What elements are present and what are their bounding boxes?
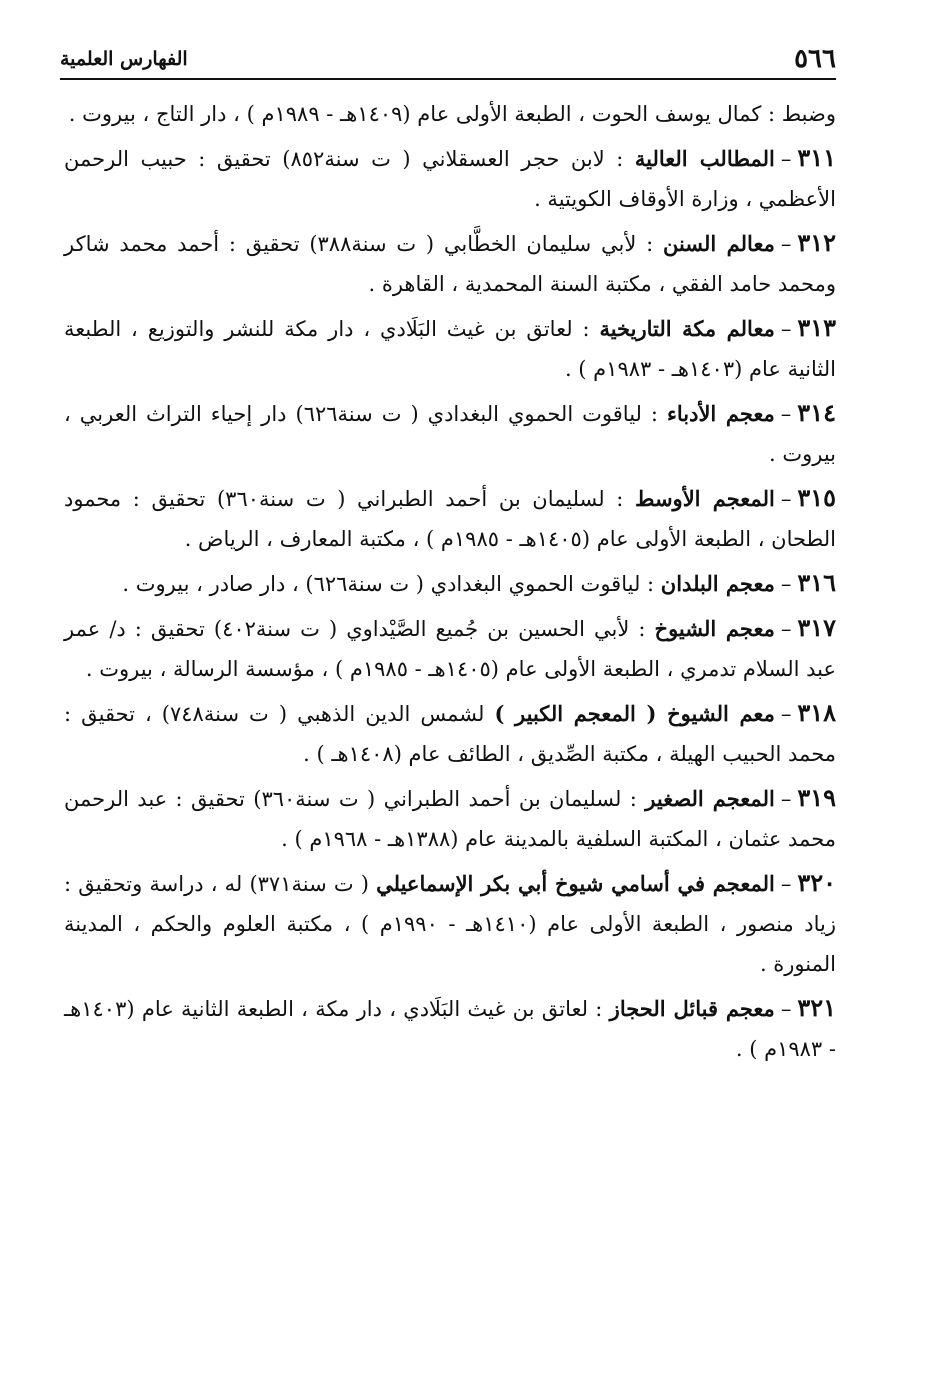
entry-number: ٣١٢ <box>797 228 836 257</box>
entry-315: ٣١٥–المعجم الأوسط : لسليمان بن أحمد الطبراني ( ت سنة٣٦٠) تحقيق : محمود الطحان ، الطبعة الأولى عام (١٤٠٥هـ - ١٩٨٥م ) ، مكتبة المعارف ، الرياض . <box>64 483 836 551</box>
entry-title: المعجم الأوسط <box>635 486 775 511</box>
entry-title: المعجم في أسامي شيوخ أبي بكر الإسماعيلي <box>376 871 775 896</box>
entry-316: ٣١٦–معجم البلدان : لياقوت الحموي البغدادي ( ت سنة٦٢٦) ، دار صادر ، بيروت . <box>122 568 836 597</box>
entry-title: المعجم الصغير <box>645 786 775 811</box>
entry-text: : لعاتق بن غيث البَلَادي ، دار مكة ، الطبعة الثانية عام (١٤٠٣هـ - ١٩٨٣م ) . <box>64 997 836 1061</box>
entry-313: ٣١٣–معالم مكة التاريخية : لعاتق بن غيث البَلَادي ، دار مكة للنشر والتوزيع ، الطبعة الثانية عام (١٤٠٣هـ - ١٩٨٣م ) . <box>64 313 837 381</box>
page-number: ٥٦٦ <box>794 44 836 74</box>
entry-title: معجم البلدان <box>660 571 775 596</box>
entry-text: : لياقوت الحموي البغدادي ( ت سنة٦٢٦) ، دار صادر ، بيروت . <box>122 572 655 596</box>
entry-320: ٣٢٠–المعجم في أسامي شيوخ أبي بكر الإسماعيلي ( ت سنة٣٧١) له ، دراسة وتحقيق : زياد منصور ، الطبعة الأولى عام (١٤١٠هـ - ١٩٩٠م ) ، مكتبة العلوم والحكم ، المدينة المنورة . <box>64 868 837 976</box>
bibliography-list <box>64 94 836 1073</box>
entry-title: معالم مكة التاريخية <box>599 316 775 341</box>
entry-number: ٣٢٠ <box>797 868 836 897</box>
entry-319: ٣١٩–المعجم الصغير : لسليمان بن أحمد الطبراني ( ت سنة٣٦٠) تحقيق : عبد الرحمن محمد عثمان ، المكتبة السلفية بالمدينة عام (١٣٨٨هـ - ١٩٦٨م ) . <box>64 783 836 851</box>
entry-text: : لابن حجر العسقلاني ( ت سنة٨٥٢) تحقيق : حبيب الرحمن الأعظمي ، وزارة الأوقاف الكويتية . <box>64 147 836 211</box>
entry-318: ٣١٨–معم الشيوخ ( المعجم الكبير ) لشمس الدين الذهبي ( ت سنة٧٤٨) ، تحقيق : محمد الحبيب الهيلة ، مكتبة الصِّديق ، الطائف عام (١٤٠٨هـ ) . <box>64 698 836 766</box>
entry-number: ٣١٦ <box>797 568 836 597</box>
entry-title: معجم الشيوخ <box>654 616 775 641</box>
entry-text: : لأبي الحسين بن جُميع الصَّيْداوي ( ت سنة٤٠٢) تحقيق : د/ عمر عبد السلام تدمري ، الطبعة الأولى عام (١٤٠٥هـ - ١٩٨٥م ) ، مؤسسة الرسالة ، بيروت . <box>64 617 836 681</box>
entry-text: : لعاتق بن غيث البَلَادي ، دار مكة للنشر والتوزيع ، الطبعة الثانية عام (١٤٠٣هـ - ١٩٨٣م ) . <box>64 317 836 381</box>
entry-text: : لسليمان بن أحمد الطبراني ( ت سنة٣٦٠) تحقيق : محمود الطحان ، الطبعة الأولى عام (١٤٠٥هـ - ١٩٨٥م ) ، مكتبة المعارف ، الرياض . <box>64 487 836 551</box>
entry-text: : لياقوت الحموي البغدادي ( ت سنة٦٢٦) دار إحياء التراث العربي ، بيروت . <box>64 402 836 466</box>
entry-321: ٣٢١–معجم قبائل الحجاز : لعاتق بن غيث البَلَادي ، دار مكة ، الطبعة الثانية عام (١٤٠٣هـ - ١٩٨٣م ) . <box>64 993 836 1061</box>
entry-number: ٣١٨ <box>797 698 836 727</box>
entry-title: معجم الأدباء <box>666 401 775 426</box>
entry-title: معجم قبائل الحجاز <box>609 996 775 1021</box>
entry-text: : لسليمان بن أحمد الطبراني ( ت سنة٣٦٠) تحقيق : عبد الرحمن محمد عثمان ، المكتبة السلفية بالمدينة عام (١٣٨٨هـ - ١٩٦٨م ) . <box>64 787 836 851</box>
entry-number: ٣١٣ <box>797 313 837 342</box>
entry-number: ٣١١ <box>797 143 836 172</box>
entry-title: المطالب العالية <box>634 146 775 171</box>
entry-number: ٣١٥ <box>797 483 836 512</box>
entry-number: ٣١٩ <box>797 783 836 812</box>
entry-text: لشمس الدين الذهبي ( ت سنة٧٤٨) ، تحقيق : محمد الحبيب الهيلة ، مكتبة الصِّديق ، الطائف عام (١٤٠٨هـ ) . <box>64 702 836 766</box>
entry-311: ٣١١–المطالب العالية : لابن حجر العسقلاني ( ت سنة٨٥٢) تحقيق : حبيب الرحمن الأعظمي ، وزارة الأوقاف الكويتية . <box>64 143 836 211</box>
entry-text: ( ت سنة٣٧١) له ، دراسة وتحقيق : زياد منصور ، الطبعة الأولى عام (١٤١٠هـ - ١٩٩٠م ) ، مكتبة العلوم والحكم ، المدينة المنورة . <box>64 872 837 976</box>
running-title: الفهارس العلمية <box>60 48 188 70</box>
entry-text: : لأبي سليمان الخطَّابي ( ت سنة٣٨٨) تحقيق : أحمد محمد شاكر ومحمد حامد الفقي ، مكتبة السنة المحمدية ، القاهرة . <box>64 232 836 296</box>
continuation-text: وضبط : كمال يوسف الحوت ، الطبعة الأولى عام (١٤٠٩هـ - ١٩٨٩م ) ، دار التاج ، بيروت . <box>68 102 836 126</box>
entry-number: ٣١٤ <box>797 398 836 427</box>
entry-title: معالم السنن <box>662 231 775 256</box>
entry-number: ٣٢١ <box>797 993 836 1022</box>
entry-317: ٣١٧–معجم الشيوخ : لأبي الحسين بن جُميع الصَّيْداوي ( ت سنة٤٠٢) تحقيق : د/ عمر عبد السلام تدمري ، الطبعة الأولى عام (١٤٠٥هـ - ١٩٨٥م ) ، مؤسسة الرسالة ، بيروت . <box>64 613 836 681</box>
entry-number: ٣١٧ <box>797 613 836 642</box>
entry-314: ٣١٤–معجم الأدباء : لياقوت الحموي البغدادي ( ت سنة٦٢٦) دار إحياء التراث العربي ، بيروت . <box>64 398 836 466</box>
entry-312: ٣١٢–معالم السنن : لأبي سليمان الخطَّابي ( ت سنة٣٨٨) تحقيق : أحمد محمد شاكر ومحمد حامد الفقي ، مكتبة السنة المحمدية ، القاهرة . <box>64 228 836 296</box>
page-header <box>60 38 836 80</box>
entry-title: معم الشيوخ ( المعجم الكبير ) <box>494 701 775 726</box>
